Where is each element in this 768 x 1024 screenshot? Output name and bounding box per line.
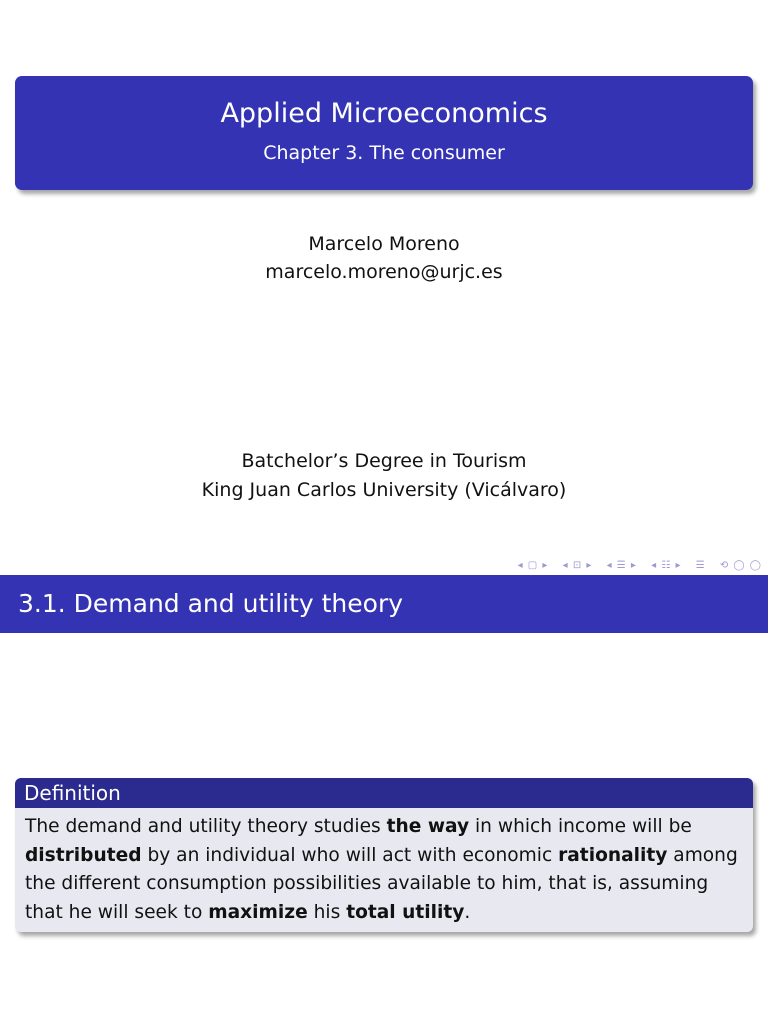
degree-name: Batchelor’s Degree in Tourism [241,450,527,472]
document-nav-icon[interactable]: ◂ ☷ ▸ [651,560,682,571]
toc-nav-icon[interactable]: ☰ [695,560,706,571]
definition-run: among the different consumption possibilities available to him, that is, assuming that he will seek to [25,844,738,923]
definition-run: by an individual who will act with economic [141,844,559,866]
subsection-nav-icon[interactable]: ◂ ⊡ ▸ [562,560,593,571]
definition-emphasis: distributed [25,844,142,866]
definition-run: . [464,901,471,923]
definition-emphasis: maximize [208,901,308,923]
institution-block [0,447,768,505]
frame-title-bar [0,575,768,633]
definition-emphasis: rationality [558,844,668,866]
frame-title: 3.1. Demand and utility theory [18,589,404,618]
university-name: King Juan Carlos University (Vicálvaro) [201,479,567,501]
presentation-title: Applied Microeconomics [220,98,548,129]
beamer-navigation-bar[interactable] [508,560,762,571]
definition-block [15,778,753,932]
definition-run: his [307,901,347,923]
definition-emphasis: total utility [346,901,465,923]
author-name: Marcelo Moreno [308,233,460,255]
title-block [15,76,753,190]
frame-nav-icon[interactable]: ◂ ▢ ▸ [517,560,549,571]
definition-title: Definition [15,778,753,808]
definition-run: in which income will be [469,816,692,837]
section-nav-icon[interactable]: ◂ ☰ ▸ [606,560,637,571]
definition-text [15,808,753,927]
search-nav-icon[interactable]: ⟲ ◯ ◯ [719,560,762,571]
author-block [0,230,768,286]
presentation-subtitle: Chapter 3. The consumer [263,142,505,164]
author-email: marcelo.moreno@urjc.es [265,261,503,283]
definition-run: The demand and utility theory studies [25,816,387,837]
definition-emphasis: the way [386,816,470,837]
